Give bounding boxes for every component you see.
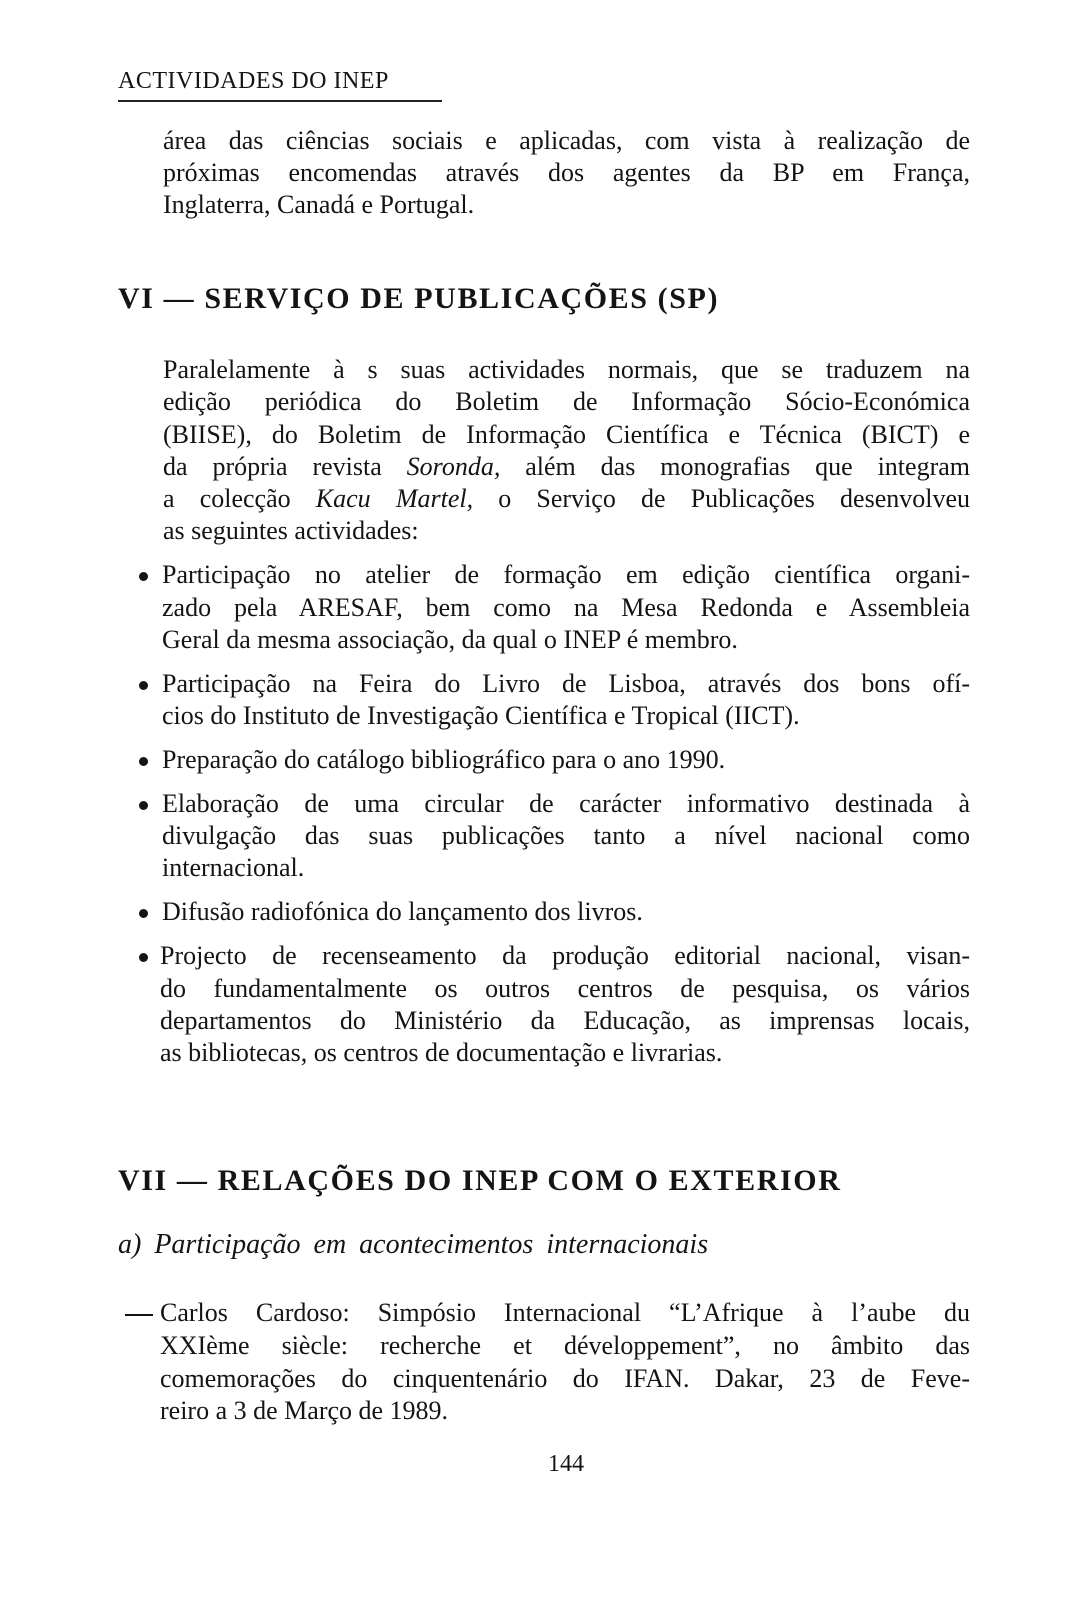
bullet-item-line: Participação na Feira do Livro de Lisboa, através dos bons ofí- [162, 669, 970, 698]
bullet-item-line: divulgação das suas publicações tanto a nível nacional como [162, 821, 970, 850]
text-segment: o Serviço de Publicações desenvolveu [473, 484, 970, 513]
paragraph-line: Paralelamente à s suas actividades normais, que se traduzem na [163, 355, 970, 384]
list-item-line: XXIème siècle: recherche et développement”, no âmbito das [160, 1331, 970, 1360]
section-7-subtitle: a) Participação em acontecimentos internacionais [118, 1229, 709, 1260]
bullet-item-line: cios do Instituto de Investigação Científica e Tropical (IICT). [162, 701, 800, 730]
bullet-icon [139, 801, 148, 810]
list-item-line: comemorações do cinquentenário do IFAN. Dakar, 23 de Feve- [160, 1364, 970, 1393]
bullet-icon [139, 757, 148, 766]
bullet-icon [139, 953, 148, 962]
text-segment: a colecção [163, 484, 316, 513]
paragraph-line [163, 482, 970, 516]
text-segment: da própria revista [163, 452, 407, 481]
bullet-item-line: do fundamentalmente os outros centros de pesquisa, os vários [160, 974, 970, 1003]
header-rule [118, 100, 442, 102]
paragraph-line: (BIISE), do Boletim de Informação Científica e Técnica (BICT) e [163, 420, 970, 449]
bullet-item-line: internacional. [162, 853, 305, 882]
dash-icon [125, 1314, 153, 1316]
paragraph-line: área das ciências sociais e aplicadas, com vista à realização de [163, 126, 970, 155]
running-header: ACTIVIDADES DO INEP [118, 68, 389, 94]
paragraph-line: Inglaterra, Canadá e Portugal. [163, 190, 475, 219]
italic-title: Soronda, [406, 452, 501, 481]
list-item-line: Carlos Cardoso: Simpósio Internacional “L’Afrique à l’aube du [160, 1298, 970, 1327]
bullet-item-line: Difusão radiofónica do lançamento dos livros. [162, 897, 643, 926]
bullet-item-line: zado pela ARESAF, bem como na Mesa Redonda e Assembleia [162, 593, 970, 622]
bullet-item-line: departamentos do Ministério da Educação, as imprensas locais, [160, 1006, 970, 1035]
paragraph-line [163, 450, 970, 484]
bullet-icon [139, 909, 148, 918]
section-7-title: VII — RELAÇÕES DO INEP COM O EXTERIOR [118, 1164, 842, 1197]
bullet-item-line: Preparação do catálogo bibliográfico para o ano 1990. [162, 745, 726, 774]
bullet-item-line: Geral da mesma associação, da qual o INEP é membro. [162, 625, 738, 654]
bullet-item-line: Projecto de recenseamento da produção editorial nacional, visan- [160, 941, 970, 970]
bullet-icon [139, 572, 148, 581]
italic-title: Kacu Martel, [315, 484, 474, 513]
paragraph-line: as seguintes actividades: [163, 516, 419, 545]
paragraph-line: edição periódica do Boletim de Informação Sócio-Económica [163, 387, 970, 416]
list-item-line: reiro a 3 de Março de 1989. [160, 1396, 449, 1425]
bullet-item-line: Elaboração de uma circular de carácter informativo destinada à [162, 789, 970, 818]
paragraph-line: próximas encomendas através dos agentes da BP em França, [163, 158, 970, 187]
bullet-item-line: as bibliotecas, os centros de documentação e livrarias. [160, 1038, 723, 1067]
section-6-title: VI — SERVIÇO DE PUBLICAÇÕES (SP) [118, 282, 720, 315]
bullet-item-line: Participação no atelier de formação em edição científica organi- [162, 560, 970, 589]
page-number: 144 [548, 1451, 584, 1477]
text-segment: além das monografias que integram [500, 452, 970, 481]
bullet-icon [139, 681, 148, 690]
